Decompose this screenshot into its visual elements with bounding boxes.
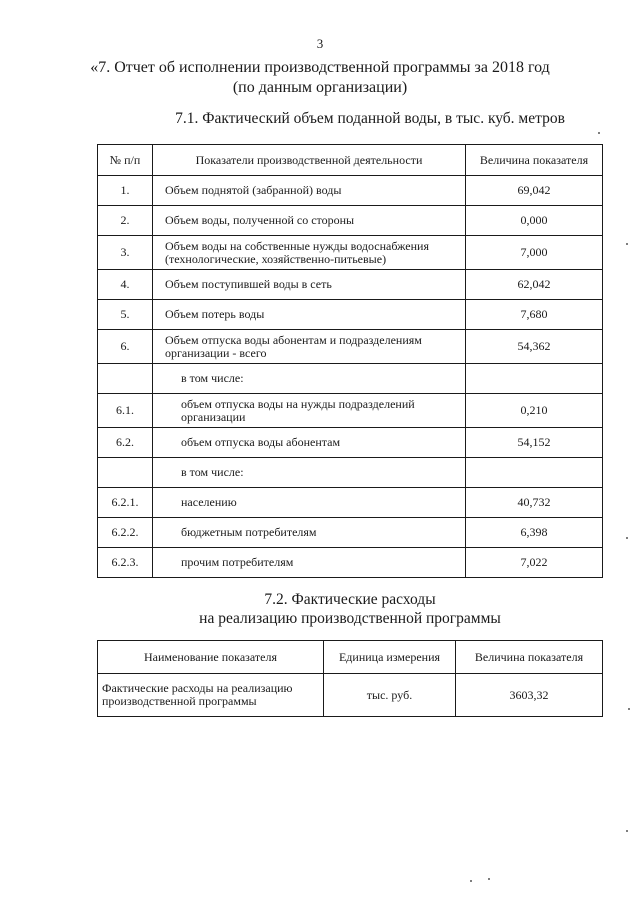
- table-row: [98, 548, 603, 578]
- row-value: [466, 364, 603, 394]
- table-row: [98, 206, 603, 236]
- scan-speck: [626, 537, 628, 539]
- row-number: 6.2.3.: [98, 548, 153, 578]
- table-row: [98, 394, 603, 428]
- table-row: [98, 674, 603, 717]
- row-value: 54,362: [466, 330, 603, 364]
- row-number: 6.1.: [98, 394, 153, 428]
- row-label: бюджетным потребителям: [153, 518, 466, 548]
- row-label: прочим потребителям: [153, 548, 466, 578]
- report-title-line2: (по данным организации): [232, 79, 408, 96]
- table-row: [98, 458, 603, 488]
- expenses-table: [97, 640, 603, 717]
- header-unit: Единица измерения: [324, 641, 456, 674]
- table-row: [98, 236, 603, 270]
- row-value: 40,732: [466, 488, 603, 518]
- row-number: 6.2.1.: [98, 488, 153, 518]
- table-row: [98, 330, 603, 364]
- row-value: 0,000: [466, 206, 603, 236]
- scan-speck: [488, 878, 490, 880]
- header-value: Величина показателя: [456, 641, 603, 674]
- row-value: 7,680: [466, 300, 603, 330]
- table-row: [98, 270, 603, 300]
- row-label: объем отпуска воды абонентам: [153, 428, 466, 458]
- row-number: [98, 458, 153, 488]
- row-label: Объем поступившей воды в сеть: [153, 270, 466, 300]
- row-label: объем отпуска воды на нужды подразделений организации: [153, 394, 466, 428]
- row-label: Объем поднятой (забранной) воды: [153, 176, 466, 206]
- row-number: 5.: [98, 300, 153, 330]
- section1-title: 7.1. Фактический объем поданной воды, в тыс. куб. метров: [175, 110, 565, 127]
- section2-title-line1: 7.2. Фактические расходы: [264, 591, 436, 608]
- row-value: 7,000: [466, 236, 603, 270]
- header-value: Величина показателя: [466, 145, 603, 176]
- table-row: [98, 176, 603, 206]
- row-value: 54,152: [466, 428, 603, 458]
- header-name: Наименование показателя: [98, 641, 324, 674]
- table-header-row: [98, 641, 603, 674]
- scan-speck: [628, 708, 630, 710]
- water-volume-table: [97, 144, 603, 578]
- scan-speck: [626, 830, 628, 832]
- row-value: 69,042: [466, 176, 603, 206]
- expense-name: Фактические расходы на реализацию производственной программы: [98, 674, 324, 717]
- row-number: 6.2.2.: [98, 518, 153, 548]
- row-label: в том числе:: [153, 458, 466, 488]
- row-label: Объем воды на собственные нужды водоснабжения (технологические, хозяйственно-питьевые): [153, 236, 466, 270]
- row-label: Объем отпуска воды абонентам и подразделениям организации - всего: [153, 330, 466, 364]
- expense-unit: тыс. руб.: [324, 674, 456, 717]
- row-label: Объем потерь воды: [153, 300, 466, 330]
- row-number: 2.: [98, 206, 153, 236]
- header-number: № п/п: [98, 145, 153, 176]
- table-row: [98, 428, 603, 458]
- scan-speck: [470, 880, 472, 882]
- row-value: 7,022: [466, 548, 603, 578]
- row-number: 4.: [98, 270, 153, 300]
- header-indicator: Показатели производственной деятельности: [153, 145, 466, 176]
- section2-title: [150, 590, 550, 628]
- table-row: [98, 300, 603, 330]
- row-value: 0,210: [466, 394, 603, 428]
- table-row: [98, 488, 603, 518]
- row-label: Объем воды, полученной со стороны: [153, 206, 466, 236]
- row-number: 6.2.: [98, 428, 153, 458]
- row-label: в том числе:: [153, 364, 466, 394]
- row-value: 6,398: [466, 518, 603, 548]
- row-number: 3.: [98, 236, 153, 270]
- report-title-line1: «7. Отчет об исполнении производственной программы за 2018 год: [90, 59, 550, 76]
- row-number: 1.: [98, 176, 153, 206]
- scan-speck: [598, 132, 600, 134]
- page-number: 3: [316, 36, 324, 51]
- row-number: [98, 364, 153, 394]
- table-row: [98, 518, 603, 548]
- row-label: населению: [153, 488, 466, 518]
- expense-value: 3603,32: [456, 674, 603, 717]
- row-value: [466, 458, 603, 488]
- row-number: 6.: [98, 330, 153, 364]
- table-row: [98, 364, 603, 394]
- row-value: 62,042: [466, 270, 603, 300]
- report-title: [20, 58, 620, 98]
- table-header-row: [98, 145, 603, 176]
- scan-speck: [626, 243, 628, 245]
- section2-title-line2: на реализацию производственной программы: [199, 610, 501, 627]
